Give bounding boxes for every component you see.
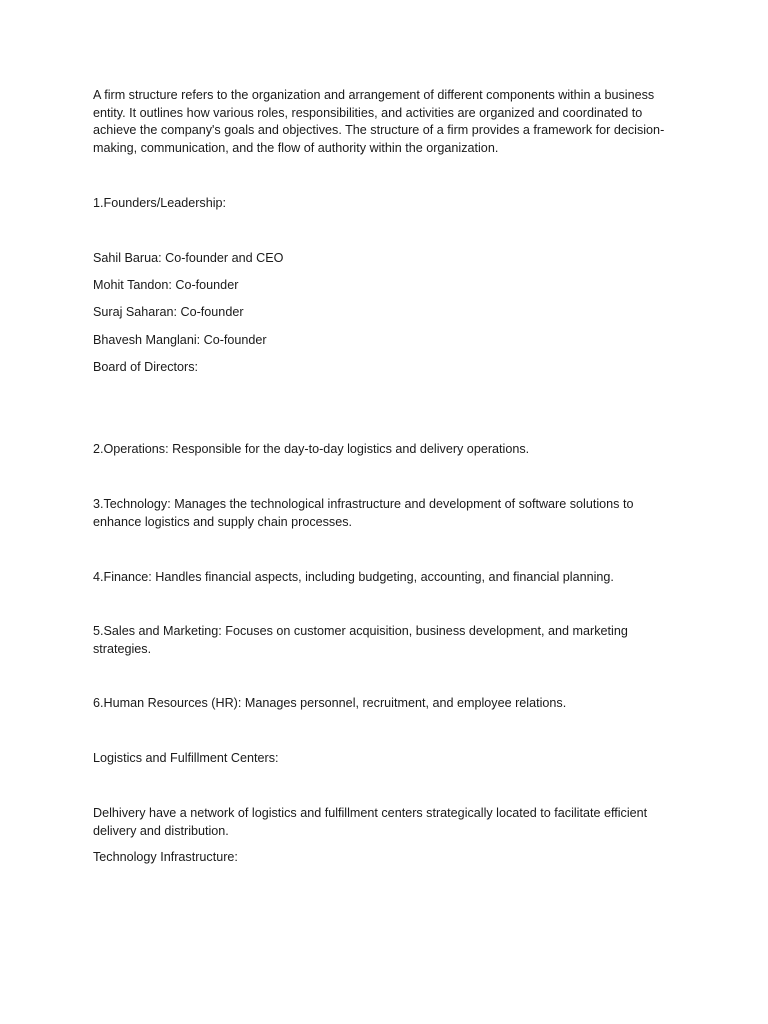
department-item: 5.Sales and Marketing: Focuses on customer acquisition, business development, and marketing strategies. xyxy=(93,624,628,656)
logistics-heading: Logistics and Fulfillment Centers: xyxy=(93,751,279,765)
founder-item: Suraj Saharan: Co-founder xyxy=(93,305,244,319)
board-heading: Board of Directors: xyxy=(93,360,198,374)
tech-heading: Technology Infrastructure: xyxy=(93,850,238,864)
founder-item: Bhavesh Manglani: Co-founder xyxy=(93,333,267,347)
department-item: 2.Operations: Responsible for the day-to-day logistics and delivery operations. xyxy=(93,442,530,456)
logistics-paragraph: Delhivery have a network of logistics and fulfillment centers strategically located to facilitate efficient delivery and distribution. xyxy=(93,806,648,838)
intro-paragraph: A firm structure refers to the organization and arrangement of different components within a business entity. It outlines how various roles, responsibilities, and activities are organized and coordinated to achieve the company's goals and objectives. The structure of a firm provides a framework for decision-making, communication, and the flow of authority within the organization. xyxy=(93,88,665,155)
founder-item: Sahil Barua: Co-founder and CEO xyxy=(93,251,284,265)
department-item: 3.Technology: Manages the technological infrastructure and development of software solutions to enhance logistics and supply chain processes. xyxy=(93,497,634,529)
department-item: 4.Finance: Handles financial aspects, including budgeting, accounting, and financial planning. xyxy=(93,570,614,584)
founder-item: Mohit Tandon: Co-founder xyxy=(93,278,239,292)
founders-heading: 1.Founders/Leadership: xyxy=(93,196,227,210)
department-item: 6.Human Resources (HR): Manages personnel, recruitment, and employee relations. xyxy=(93,696,567,710)
